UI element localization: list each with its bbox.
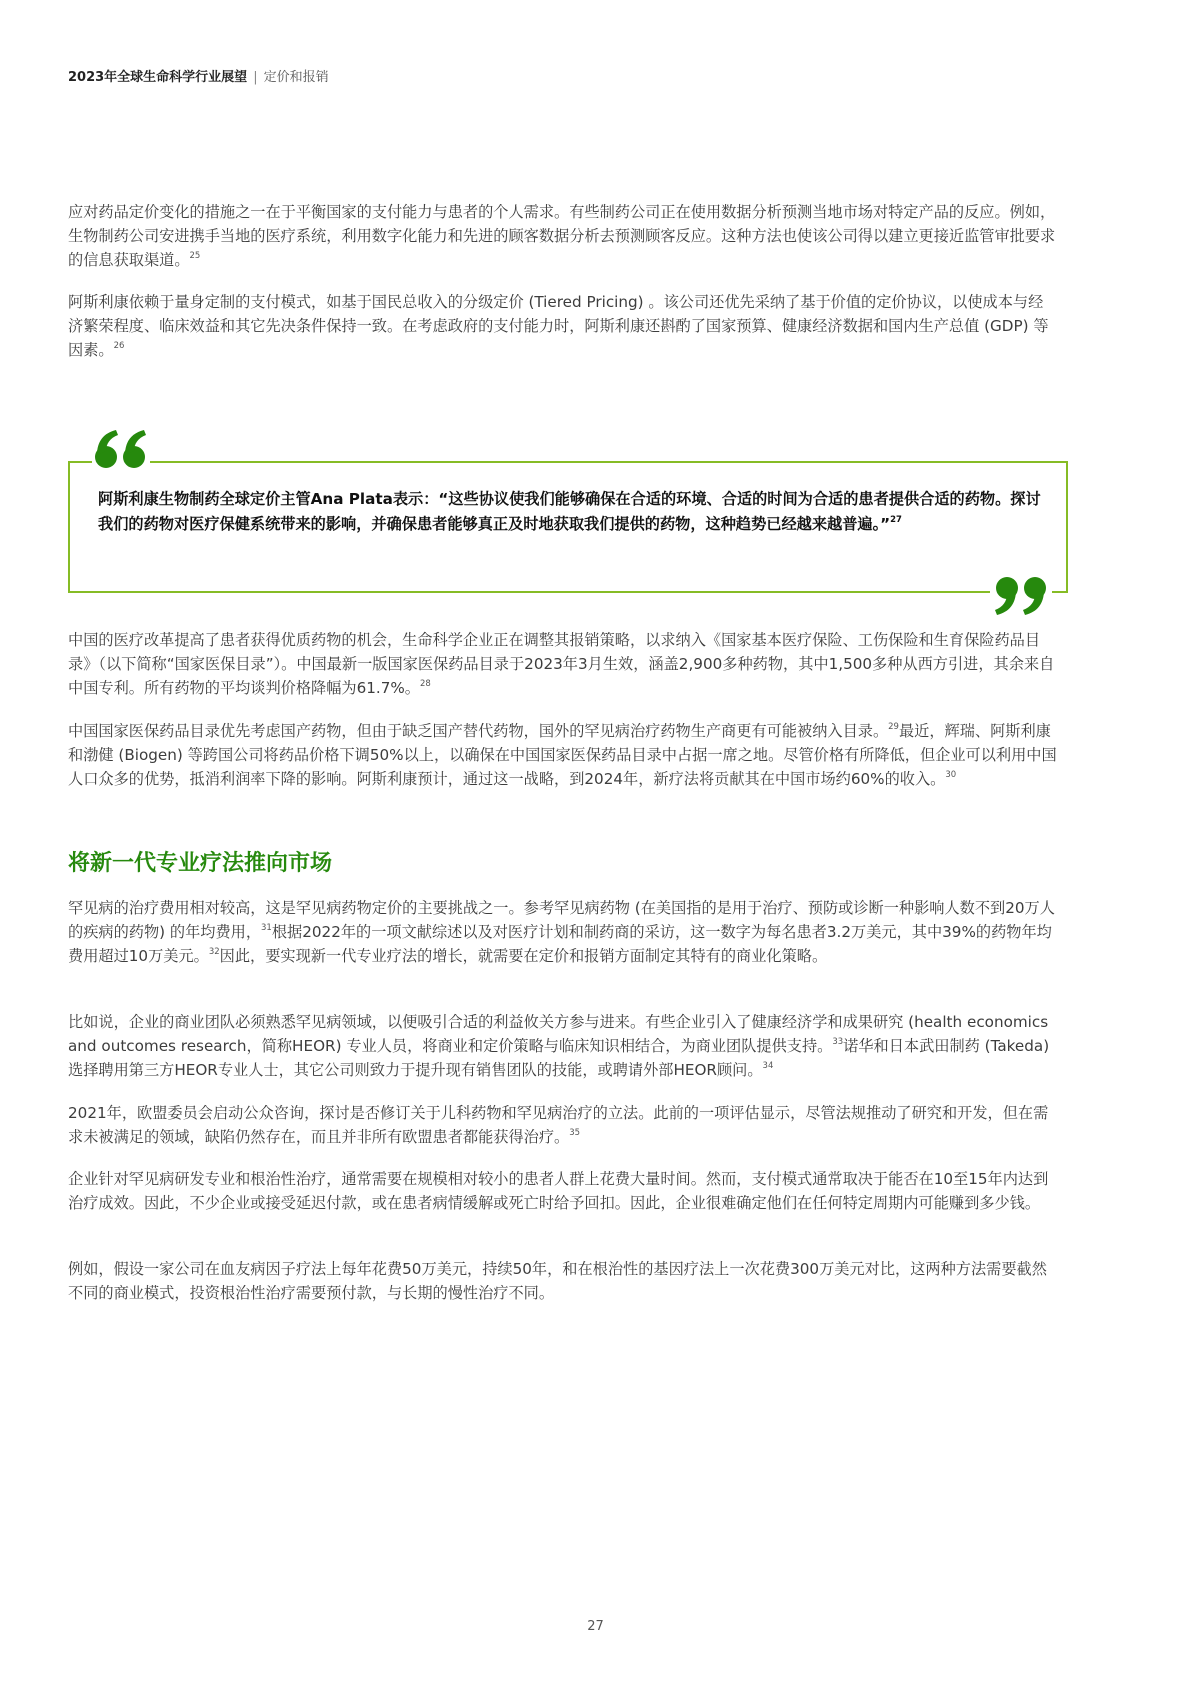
header-separator: | bbox=[253, 70, 258, 85]
footnote-ref[interactable]: 31 bbox=[261, 923, 272, 933]
paragraph-text: 中国的医疗改革提高了患者获得优质药物的机会，生命科学企业正在调整其报销策略，以求纳入《国家基本医疗保险、工伤保险和生育保险药品目录》（以下简称“国家医保目录”）。中国最新一版国家医保药品目录于2023年3月生效，涵盖2,900多种药物，其中1,500多种从西方引进，其余来自中国专利。所有药物的平均谈判价格降幅为61.7%。 bbox=[68, 631, 1055, 697]
quote-body: 阿斯利康生物制药全球定价主管Ana Plata表示：“这些协议使我们能够确保在合适的环境、合适的时间为合适的患者提供合适的药物。探讨我们的药物对医疗保健系统带来的影响，并确保患者能够真正及时地获取我们提供的药物，这种趋势已经越来越普遍。” bbox=[98, 490, 1041, 533]
footnote-ref[interactable]: 33 bbox=[832, 1037, 844, 1047]
close-quote-glyph bbox=[990, 572, 1052, 626]
open-quote-glyph bbox=[92, 419, 150, 479]
paragraph-text: 例如，假设一家公司在血友病因子疗法上每年花费50万美元，持续50年，和在根治性的基因疗法上一次花费300万美元对比，这两种方法需要截然不同的商业模式，投资根治性治疗需要预付款，与长期的慢性治疗不同。 bbox=[68, 1260, 1047, 1302]
paragraph-text: 企业针对罕见病研发专业和根治性治疗，通常需要在规模相对较小的患者人群上花费大量时间。然而，支付模式通常取决于能否在10至15年内达到治疗成效。因此，不少企业或接受延迟付款，或在患者病情缓解或死亡时给予回扣。因此，企业很难确定他们在任何特定周期内可能赚到多少钱。 bbox=[68, 1170, 1049, 1212]
footnote-ref[interactable]: 25 bbox=[189, 251, 201, 261]
footnote-ref[interactable]: 29 bbox=[888, 722, 899, 732]
footnote-ref[interactable]: 32 bbox=[208, 947, 220, 957]
footnote-ref[interactable]: 35 bbox=[569, 1128, 581, 1138]
paragraph-text: 中国国家医保药品目录优先考虑国产药物，但由于缺乏国产替代药物，国外的罕见病治疗药物生产商更有可能被纳入目录。 bbox=[68, 722, 889, 740]
paragraph-text: 2021年，欧盟委员会启动公众咨询，探讨是否修订关于儿科药物和罕见病治疗的立法。此前的一项评估显示，尽管法规推动了研究和开发，但在需求未被满足的领域，缺陷仍然存在，而且并非所有欧盟患者都能获得治疗。 bbox=[68, 1104, 1049, 1146]
running-header bbox=[68, 66, 329, 85]
paragraph-text: 应对药品定价变化的措施之一在于平衡国家的支付能力与患者的个人需求。有些制药公司正在使用数据分析预测当地市场对特定产品的反应。例如，生物制药公司安进携手当地的医疗系统，利用数字化能力和先进的顾客数据分析去预测顾客反应。这种方法也使该公司得以建立更接近监管审批要求的信息获取渠道。 bbox=[68, 203, 1056, 269]
paragraph-9 bbox=[68, 1257, 1058, 1305]
paragraph-5 bbox=[68, 896, 1058, 968]
paragraph-8 bbox=[68, 1167, 1058, 1215]
footnote-ref[interactable]: 26 bbox=[113, 341, 125, 351]
paragraph-1 bbox=[68, 200, 1058, 272]
footnote-ref[interactable]: 30 bbox=[945, 770, 957, 780]
paragraph-4 bbox=[68, 719, 1058, 791]
open-quote-icon bbox=[92, 419, 150, 479]
pull-quote-text bbox=[98, 487, 1053, 537]
footnote-ref[interactable]: 28 bbox=[420, 679, 431, 689]
footnote-ref[interactable]: 34 bbox=[762, 1061, 774, 1071]
paragraph-text: 比如说，企业的商业团队必须熟悉罕见病领域，以便吸引合适的利益攸关方参与进来。有些企业引入了健康经济学和成果研究 (health economics and outcomes research，简称HEOR) 专业人员，将商业和定价策略与临床知识相结合，为商业团队提供支持。 bbox=[68, 1013, 1049, 1055]
report-title: 2023年全球生命科学行业展望 bbox=[68, 70, 248, 85]
footnote-ref[interactable]: 27 bbox=[890, 515, 902, 525]
close-quote-icon bbox=[990, 572, 1052, 626]
paragraph-text: 诺华和日本武田制药 (Takeda) 选择聘用第三方HEOR专业人士，其它公司则致力于提升现有销售团队的技能，或聘请外部HEOR顾问。 bbox=[68, 1037, 1050, 1079]
paragraph-text: 最近，辉瑞、阿斯利康和渤健 (Biogen) 等跨国公司将药品价格下调50%以上，以确保在中国国家医保药品目录中占据一席之地。尽管价格有所降低，但企业可以利用中国人口众多的优势，抵消利润率下降的影响。阿斯利康预计，通过这一战略，到2024年，新疗法将贡献其在中国市场约60%的收入。 bbox=[68, 722, 1057, 788]
paragraph-text: 根据2022年的一项文献综述以及对医疗计划和制药商的采访，这一数字为每名患者3.2万美元，其中39%的药物年均费用超过10万美元。 bbox=[68, 923, 1052, 965]
paragraph-6 bbox=[68, 1010, 1058, 1082]
paragraph-7 bbox=[68, 1101, 1058, 1149]
page-number: 27 bbox=[587, 1619, 604, 1634]
paragraph-2 bbox=[68, 290, 1058, 362]
paragraph-3 bbox=[68, 628, 1058, 700]
paragraph-text: 阿斯利康依赖于量身定制的支付模式，如基于国民总收入的分级定价 (Tiered Pricing) 。该公司还优先采纳了基于价值的定价协议，以使成本与经济繁荣程度、临床效益和其它先决条件保持一致。在考虑政府的支付能力时，阿斯利康还斟酌了国家预算、健康经济数据和国内生产总值 (GDP) 等因素。 bbox=[68, 293, 1049, 359]
section-name: 定价和报销 bbox=[263, 70, 329, 85]
section-heading: 将新一代专业疗法推向市场 bbox=[68, 851, 333, 876]
paragraph-text: 因此，要实现新一代专业疗法的增长，就需要在定价和报销方面制定其特有的商业化策略。 bbox=[219, 947, 828, 965]
paragraph-text: 罕见病的治疗费用相对较高，这是罕见病药物定价的主要挑战之一。参考罕见病药物 (在美国指的是用于治疗、预防或诊断一种影响人数不到20万人的疾病的药物) 的年均费用， bbox=[68, 899, 1055, 941]
